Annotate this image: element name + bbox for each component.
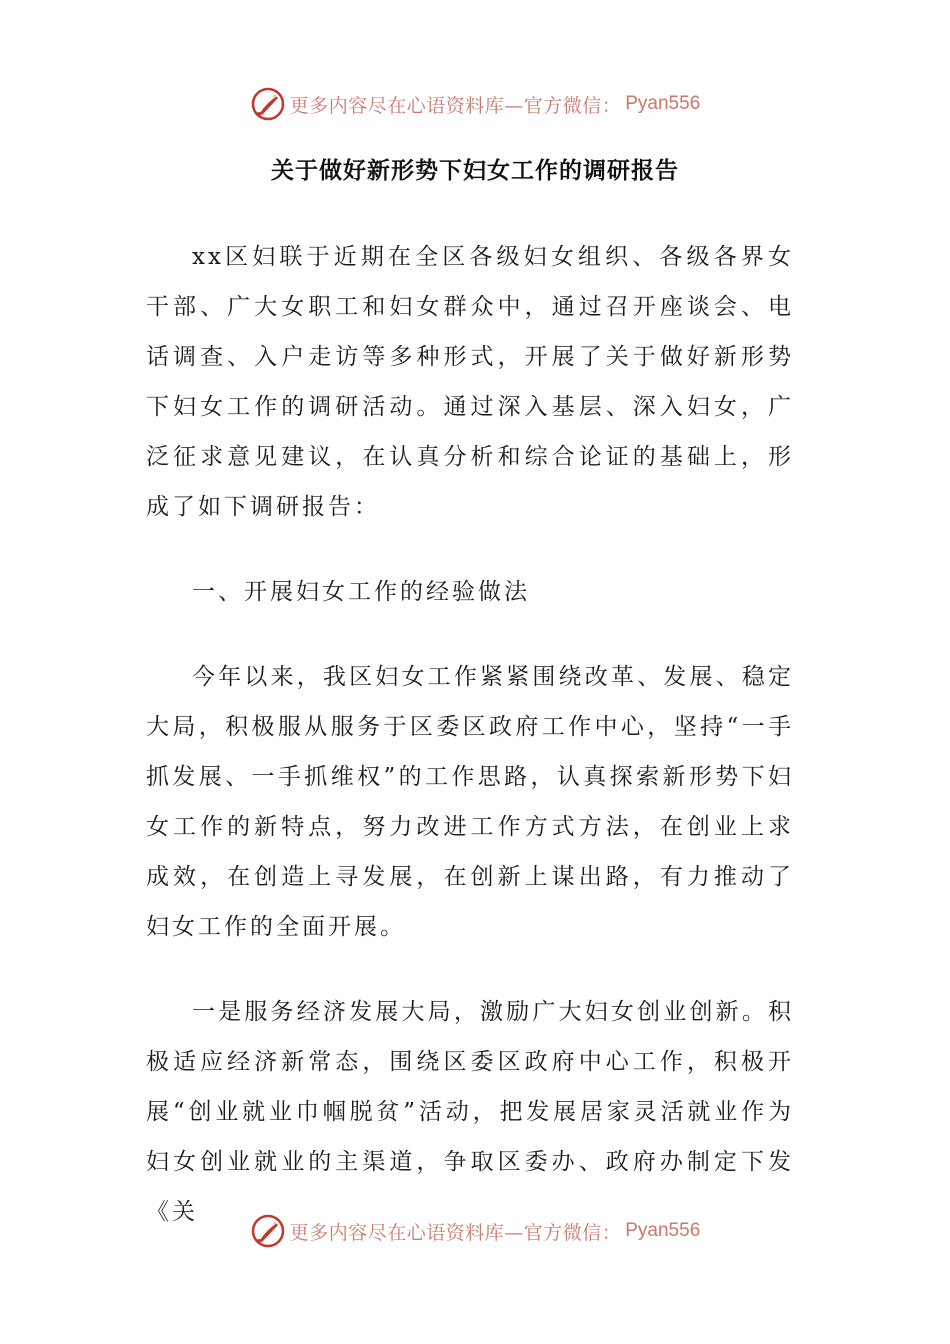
document-title: 关于做好新形势下妇女工作的调研报告	[271, 158, 679, 184]
quill-logo-icon	[250, 1213, 286, 1249]
watermark-text: 更多内容尽在心语资料库—官方微信：	[289, 94, 622, 117]
watermark-text: 更多内容尽在心语资料库—官方微信：	[289, 1221, 622, 1244]
quill-logo-icon	[250, 86, 286, 122]
section-heading: 一、开展妇女工作的经验做法	[192, 579, 530, 605]
body-paragraph: 今年以来，我区妇女工作紧紧围绕改革、发展、稳定大局，积极服从服务于区委区政府工作中心，坚持“一手抓发展、一手抓维权”的工作思路，认真探索新形势下妇女工作的新特点，努力改进工作方式方法，在创业上求成效，在创造上寻发展，在创新上谋出路，有力推动了妇女工作的全面开展。	[146, 664, 794, 940]
header-watermark	[0, 84, 950, 124]
document-body	[146, 232, 794, 1237]
body-paragraph: 一是服务经济发展大局，激励广大妇女创业创新。积极适应经济新常态，围绕区委区政府中心工作，积极开展“创业就业巾帼脱贫”活动，把发展居家灵活就业作为妇女创业就业的主渠道，争取区委办、政府办制定下发《关	[146, 999, 794, 1225]
watermark-wechat-id: Pyan556	[625, 93, 701, 114]
intro-paragraph: xx区妇联于近期在全区各级妇女组织、各级各界女干部、广大女职工和妇女群众中，通过召开座谈会、电话调查、入户走访等多种形式，开展了关于做好新形势下妇女工作的调研活动。通过深入基层、深入妇女，广泛征求意见建议，在认真分析和综合论证的基础上，形成了如下调研报告：	[146, 244, 794, 520]
footer-watermark	[0, 1211, 950, 1251]
watermark-wechat-id: Pyan556	[625, 1220, 701, 1241]
